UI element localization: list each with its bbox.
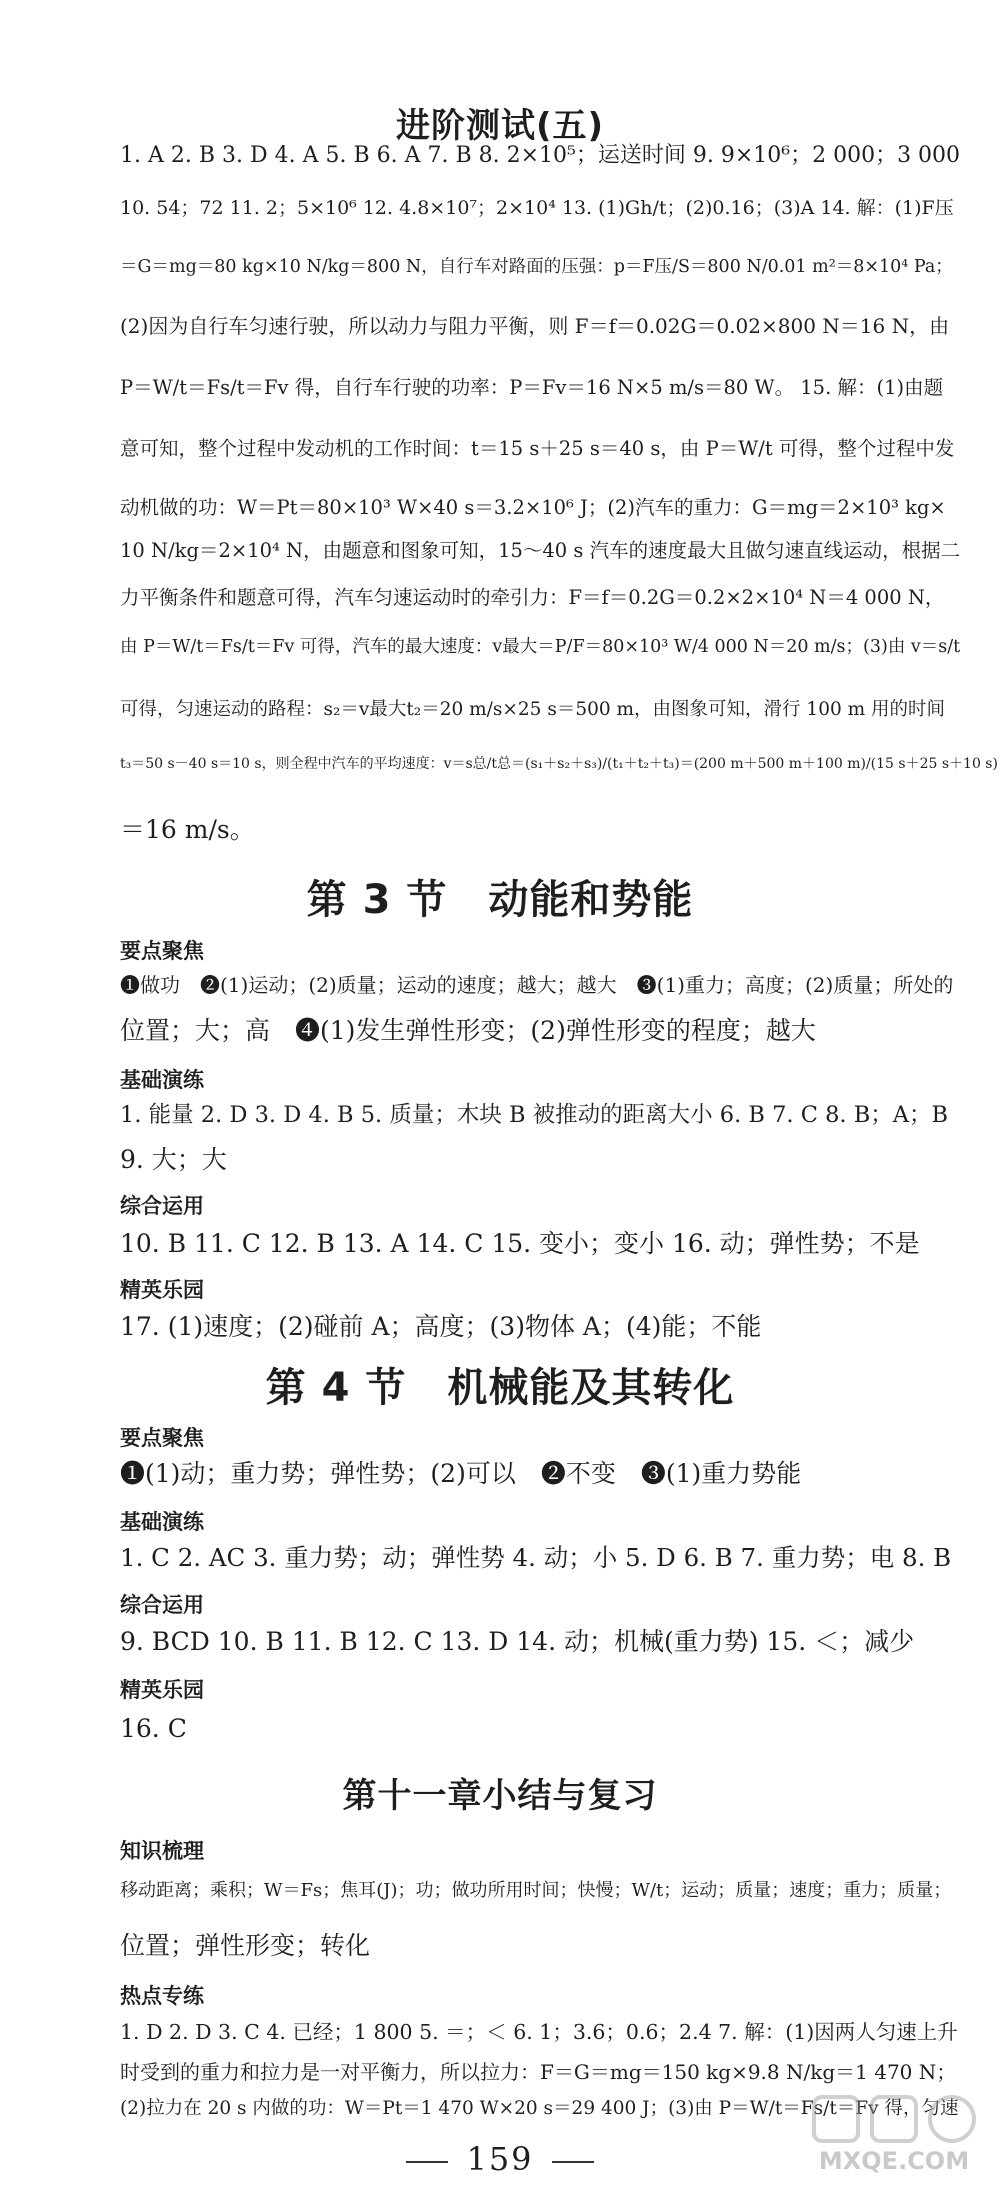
text-line: 位置；弹性形变；转化 bbox=[120, 1931, 371, 1960]
text-line: 1. 能量 2. D 3. D 4. B 5. 质量；木块 B 被推动的距离大小 6. B 7. C 8. B；A；B bbox=[120, 1102, 949, 1128]
block-label: 热点专练 bbox=[120, 1984, 204, 2008]
text-line: 移动距离；乘积；W＝Fs；焦耳(J)；功；做功所用时间；快慢；W/t；运动；质量；速度；重力；质量； bbox=[120, 1880, 952, 1901]
block-label: 要点聚焦 bbox=[120, 939, 204, 963]
text-line: t₃＝50 s－40 s＝10 s，则全程中汽车的平均速度：v＝s总/t总＝(s₁＋s₂＋s₃)/(t₁＋t₂＋t₃)＝(200 m＋500 m＋100 m)/(15 s＋25 s＋10 s) bbox=[120, 756, 998, 772]
text-line: ＝16 m/s。 bbox=[120, 815, 255, 844]
text-line: 9. BCD 10. B 11. B 12. C 13. D 14. 动；机械(重力势) 15. ＜；减少 bbox=[120, 1627, 915, 1656]
section-title-review: 第十一章小结与复习 bbox=[342, 1776, 658, 1816]
block-label: 综合运用 bbox=[120, 1593, 204, 1617]
dash-right bbox=[552, 2161, 594, 2163]
text-line: (2)拉力在 20 s 内做的功：W＝Pt＝1 470 W×20 s＝29 400 J；(3)由 P＝W/t＝Fs/t＝Fv 得，匀速 bbox=[120, 2098, 959, 2119]
section-title-sec4: 第 4 节 机械能及其转化 bbox=[265, 1365, 735, 1411]
watermark-icon bbox=[794, 2089, 994, 2149]
block-label: 精英乐园 bbox=[120, 1278, 204, 1302]
watermark-logo bbox=[794, 2089, 994, 2175]
text-line: 时受到的重力和拉力是一对平衡力，所以拉力：F＝G＝mg＝150 kg×9.8 N/kg＝1 470 N； bbox=[120, 2060, 957, 2084]
watermark-text: MXQE.COM bbox=[818, 2147, 970, 2175]
text-line: 动机做的功：W＝Pt＝80×10³ W×40 s＝3.2×10⁶ J；(2)汽车的重力：G＝mg＝2×10³ kg× bbox=[120, 496, 946, 519]
text-line: 意可知，整个过程中发动机的工作时间：t＝15 s＋25 s＝40 s，由 P＝W/t 可得，整个过程中发 bbox=[120, 437, 955, 460]
page-number: 159 bbox=[466, 2140, 534, 2178]
text-line: ❶做功 ❷(1)运动；(2)质量；运动的速度；越大；越大 ❸(1)重力；高度；(2)质量；所处的 bbox=[120, 973, 954, 997]
text-line: 由 P＝W/t＝Fs/t＝Fv 可得，汽车的最大速度：v最大＝P/F＝80×10³ W/4 000 N＝20 m/s；(3)由 v＝s/t bbox=[120, 637, 961, 657]
text-line: 10. 54；72 11. 2；5×10⁶ 12. 4.8×10⁷；2×10⁴ 13. (1)Gh/t；(2)0.16；(3)A 14. 解：(1)F压 bbox=[120, 197, 954, 219]
text-line: 位置；大；高 ❹(1)发生弹性形变；(2)弹性形变的程度；越大 bbox=[120, 1016, 816, 1045]
text-line: 16. C bbox=[120, 1714, 187, 1743]
dash-left bbox=[406, 2161, 448, 2163]
text-line: ❶(1)动；重力势；弹性势；(2)可以 ❷不变 ❸(1)重力势能 bbox=[120, 1459, 802, 1488]
text-line: P＝W/t＝Fs/t＝Fv 得，自行车行驶的功率：P＝Fv＝16 N×5 m/s＝80 W。 15. 解：(1)由题 bbox=[120, 376, 944, 399]
text-line: 1. C 2. AC 3. 重力势；动；弹性势 4. 动；小 5. D 6. B 7. 重力势；电 8. B bbox=[120, 1543, 952, 1572]
text-line: 1. A 2. B 3. D 4. A 5. B 6. A 7. B 8. 2×10⁵；运送时间 9. 9×10⁶；2 000；3 000 bbox=[120, 143, 961, 168]
text-line: 1. D 2. D 3. C 4. 已经；1 800 5. ＝；＜ 6. 1；3.6；0.6；2.4 7. 解：(1)因两人匀速上升 bbox=[120, 2020, 958, 2044]
block-label: 要点聚焦 bbox=[120, 1426, 204, 1450]
text-line: 力平衡条件和题意可得，汽车匀速运动时的牵引力：F＝f＝0.2G＝0.2×2×10⁴ N＝4 000 N， bbox=[120, 586, 945, 609]
section-title-test5: 进阶测试(五) bbox=[395, 106, 605, 146]
text-line: 10. B 11. C 12. B 13. A 14. C 15. 变小；变小 16. 动；弹性势；不是 bbox=[120, 1229, 920, 1258]
block-label: 精英乐园 bbox=[120, 1678, 204, 1702]
block-label: 基础演练 bbox=[120, 1510, 204, 1534]
text-line: (2)因为自行车匀速行驶，所以动力与阻力平衡，则 F＝f＝0.02G＝0.02×800 N＝16 N，由 bbox=[120, 314, 950, 338]
block-label: 知识梳理 bbox=[120, 1839, 204, 1863]
section-title-sec3: 第 3 节 动能和势能 bbox=[306, 877, 694, 923]
text-line: 9. 大；大 bbox=[120, 1145, 227, 1174]
block-label: 基础演练 bbox=[120, 1068, 204, 1092]
block-label: 综合运用 bbox=[120, 1194, 204, 1218]
text-line: 17. (1)速度；(2)碰前 A；高度；(3)物体 A；(4)能；不能 bbox=[120, 1312, 762, 1341]
text-line: 10 N/kg＝2×10⁴ N，由题意和图象可知，15～40 s 汽车的速度最大且做匀速直线运动，根据二 bbox=[120, 539, 961, 562]
text-line: 可得，匀速运动的路程：s₂＝v最大t₂＝20 m/s×25 s＝500 m，由图象可知，滑行 100 m 用的时间 bbox=[120, 699, 946, 720]
text-line: ＝G＝mg＝80 kg×10 N/kg＝800 N，自行车对路面的压强：p＝F压/S＝800 N/0.01 m²＝8×10⁴ Pa； bbox=[120, 257, 953, 277]
